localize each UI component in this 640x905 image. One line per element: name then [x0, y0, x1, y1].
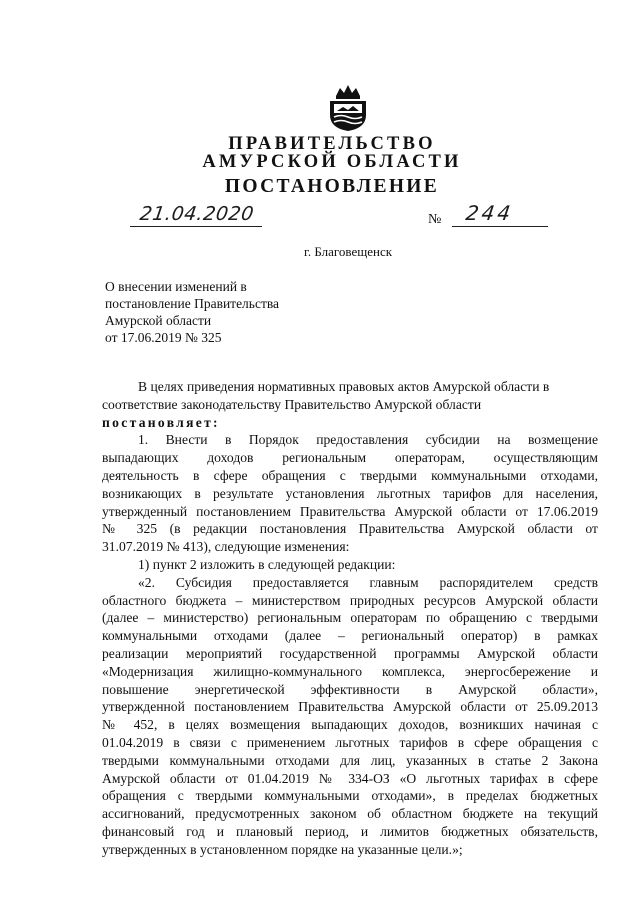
- date-underline: [130, 226, 262, 227]
- body-line: утвержденный постановлением Правительства Амурской области от 17.06.2019: [102, 503, 598, 519]
- body-line: обращения с твердыми коммунальными отходами», в пределах бюджетных: [102, 788, 598, 804]
- resolution-keyword: постановляет:: [102, 414, 220, 430]
- government-name-line1: ПРАВИТЕЛЬСТВО: [228, 134, 436, 154]
- government-name-line2: АМУРСКОЙ ОБЛАСТИ: [202, 152, 462, 172]
- subject-line: постановление Правительства: [105, 296, 280, 311]
- body-line: (далее – министерство) региональным операторам по обращению с твердыми: [102, 610, 598, 626]
- body-line: ассигнований, предусмотренных законом об областном бюджете на текущий: [102, 806, 598, 822]
- subject-line: Амурской области: [105, 313, 212, 328]
- body-line: утвержденной постановлением Правительства Амурской области от 25.09.2013: [102, 699, 598, 715]
- number-sign: №: [428, 212, 442, 227]
- body-line: 31.07.2019 № 413), следующие изменения:: [102, 539, 350, 555]
- number-underline: [452, 226, 548, 227]
- body-line: № 452, в целях возмещения выпадающих доходов, возникших начиная с: [102, 717, 598, 733]
- body-line: № 325 (в редакции постановления Правительства Амурской области от: [102, 521, 598, 537]
- body-line: утвержденных в установленном порядке на указанные цели.»;: [102, 841, 463, 857]
- body-line: твердыми коммунальными отходами для лиц, указанных в статье 2 Закона: [102, 752, 598, 768]
- city-name: г. Благовещенск: [303, 244, 393, 259]
- body-line: «Модернизация жилищно-коммунального комплекса, энергосбережение и: [102, 663, 598, 679]
- body-line: возникающих в результате установления льготных тарифов для населения,: [102, 485, 598, 501]
- body-line: Амурской области от 01.04.2019 № 334-ОЗ «О льготных тарифах в сфере: [102, 770, 598, 786]
- subject-block: [105, 278, 279, 346]
- subject-line: от 17.06.2019 № 325: [105, 330, 222, 345]
- body-line: 01.04.2019 в связи с применением льготных тарифов в сфере обращения с: [102, 734, 598, 750]
- body-line: выпадающих доходов региональным операторам, осуществляющим: [102, 450, 598, 466]
- subject-line: О внесении изменений в: [105, 279, 247, 294]
- coat-of-arms-icon: [327, 82, 369, 132]
- body-line: областного бюджета – министерством природных ресурсов Амурской области: [102, 592, 598, 608]
- body-line: реализации мероприятий государственной программы Амурской области: [102, 645, 598, 661]
- document-body: [102, 378, 598, 859]
- body-line: «2. Субсидия предоставляется главным распорядителем средств: [138, 574, 598, 590]
- body-line: деятельность в сфере обращения с твердыми коммунальными отходами,: [102, 467, 598, 483]
- body-line: соответствие законодательству Правительство Амурской области: [102, 396, 482, 412]
- handwritten-date: 21.04.2020: [138, 203, 256, 225]
- body-line: В целях приведения нормативных правовых актов Амурской области в: [138, 379, 550, 394]
- body-line: коммунальными отходами (далее – региональный оператор) в рамках: [102, 628, 598, 644]
- body-line: финансовый год и плановый период, и лимитов бюджетных обязательств,: [102, 823, 598, 839]
- body-line: повышение энергетической эффективности в Амурской области»,: [102, 681, 598, 697]
- document-type-title: ПОСТАНОВЛЕНИЕ: [224, 176, 440, 197]
- body-line: 1) пункт 2 изложить в следующей редакции:: [138, 556, 396, 572]
- body-line: 1. Внести в Порядок предоставления субсидии на возмещение: [138, 432, 598, 448]
- handwritten-number: 244: [464, 201, 515, 225]
